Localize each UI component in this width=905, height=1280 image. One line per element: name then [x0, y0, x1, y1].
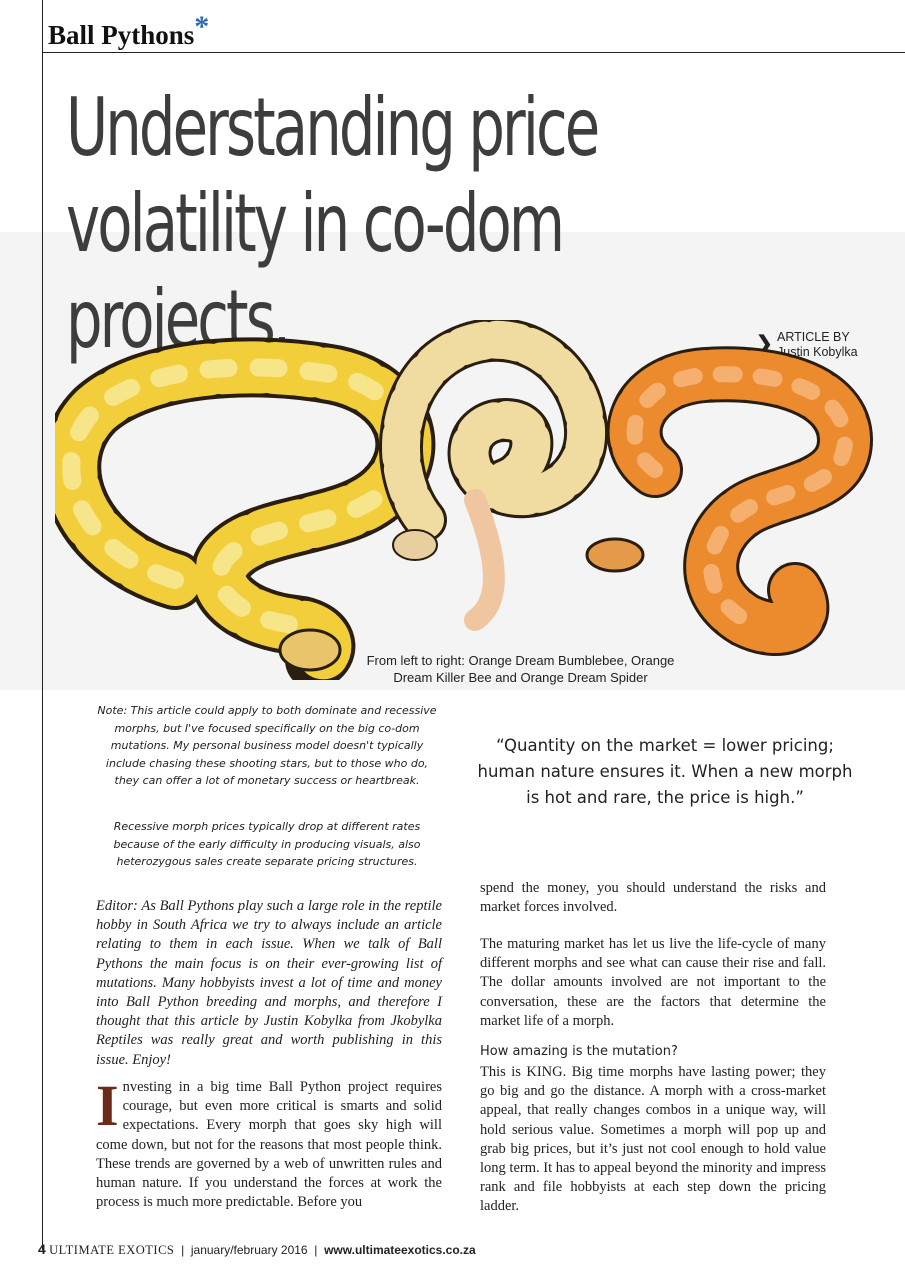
- page-number: 4: [38, 1241, 46, 1257]
- byline-author: Justin Kobylka: [777, 345, 858, 359]
- issue-date: january/february 2016: [190, 1243, 308, 1257]
- photo-caption: From left to right: Orange Dream Bumblebee, Orange Dream Killer Bee and Orange Dream Spider: [366, 653, 675, 685]
- margin-rule-vertical: [42, 0, 43, 1250]
- author-note: Note: This article could apply to both dominate and recessive morphs, but I've focused specifically on the big co-dom mutations. My personal business model doesn't typically include chasing these shooting stars, but to those who do, they can offer a lot of monetary success or heartbreak.: [97, 704, 437, 787]
- title-line-2: volatility in co-dom: [66, 177, 563, 270]
- recessive-note: Recessive morph prices typically drop at different rates because of the early difficulty in producing visuals, also heterozygous sales create separate pricing structures.: [113, 820, 421, 868]
- right-paragraph-2: The maturing market has let us live the life-cycle of many different morphs and see what can cause their rise and fall. The dollar amounts involved are not important to the conversation, these are the factors that determine the market life of a morph.: [480, 936, 826, 1029]
- subheading: How amazing is the mutation?: [480, 1044, 678, 1059]
- right-paragraph-3: This is KING. Big time morphs have lasting power; they go big and go the distance. A morph with a cross-market appeal, that really changes combos in a unique way, will hold serious value. Sometimes a morph will pop up and grab big prices, but it’s just not cool enough to hold value long term. It has to appeal beyond the minority and impress rank and file hobbyists at each step down the pricing ladder.: [480, 1064, 826, 1215]
- page-footer: [38, 1241, 476, 1258]
- chevron-right-icon: ❯: [756, 333, 773, 355]
- footer-separator: |: [181, 1243, 185, 1257]
- title-line-1: Understanding price: [66, 81, 598, 174]
- header-rule: [42, 52, 905, 53]
- website-link[interactable]: www.ultimateexotics.co.za: [324, 1243, 476, 1257]
- editor-note: Editor: As Ball Pythons play such a large role in the reptile hobby in South Africa we try to always include an article relating to them in each issue. When we talk of Ball Pythons the main focus is on their ever-growing list of mutations. Many hobbyists invest a lot of time and money into Ball Python breeding and morphs, and therefore I thought that this article by Justin Kobylka from Jkobylka Reptiles was really great and worth publishing in this issue. Enjoy!: [96, 898, 442, 1068]
- magazine-name: ULTIMATE EXOTICS: [49, 1243, 175, 1257]
- intro-paragraph: [96, 1073, 442, 1212]
- drop-cap: I: [96, 1073, 119, 1138]
- snakes-photo: [55, 320, 875, 680]
- byline-label: ARTICLE BY: [777, 330, 850, 344]
- snake-killer-bee: [393, 340, 586, 620]
- intro-text: nvesting in a big time Ball Python project requires courage, but even more critical is smarts and solid expectations. Every morph that goes sky high will come down, but not for the reasons that most people think. These trends are governed by a web of unwritten rules and human nature. If you understand the forces at work the process is much more predictable. Before you: [96, 1079, 442, 1211]
- section-name: Ball Pythons: [48, 20, 195, 50]
- pull-quote: “Quantity on the market = lower pricing; human nature ensures it. When a new morph is hot and rare, the price is high.”: [477, 736, 853, 807]
- snake-bumblebee: [71, 367, 405, 670]
- right-paragraph-1: spend the money, you should understand the risks and market forces involved.: [480, 880, 826, 916]
- section-star: *: [194, 10, 210, 43]
- title-line-3: projects.: [66, 273, 289, 366]
- section-title: [48, 10, 210, 52]
- snake-spider: [587, 374, 845, 628]
- footer-separator: |: [314, 1243, 318, 1257]
